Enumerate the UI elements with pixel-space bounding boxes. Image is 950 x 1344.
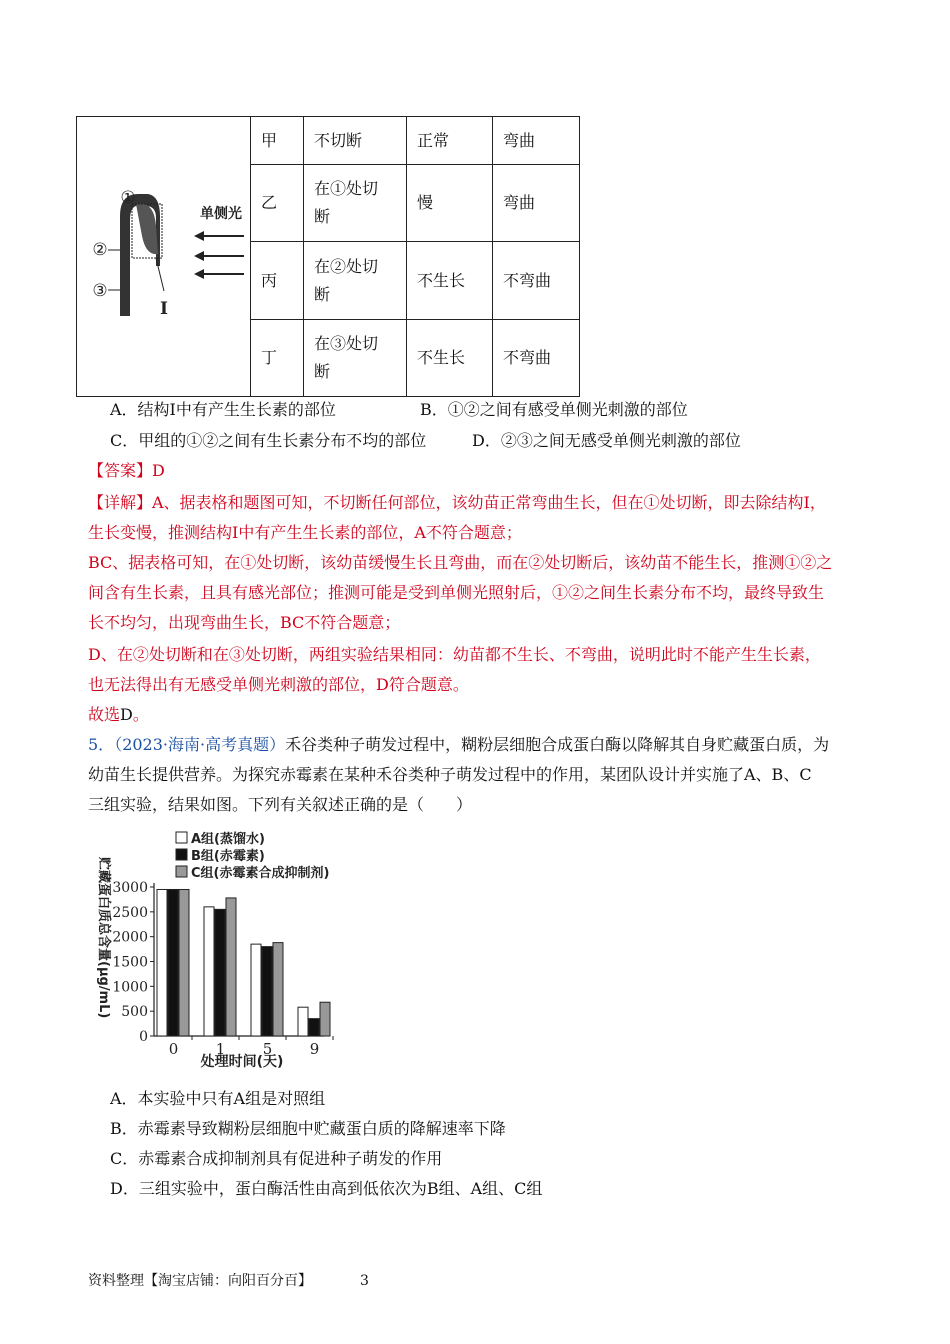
option-a: A．结构Ⅰ中有产生生长素的部位: [110, 400, 336, 419]
x-axis-label: 处理时间(天): [200, 1054, 284, 1068]
y-tick-label: 3000: [112, 880, 148, 896]
y-tick-label: 2000: [112, 929, 148, 946]
legend-label: A组(蒸馏水): [191, 832, 265, 847]
table-cell: 不切断: [304, 117, 407, 165]
table-cell: 弯曲: [493, 165, 580, 242]
explanation-line: 【详解】A、据表格和题图可知，不切断任何部位，该幼苗正常弯曲生长，但在①处切断，即去除结构Ⅰ，: [88, 493, 826, 512]
y-tick-label: 0: [139, 1029, 148, 1045]
x-tick-label: 1: [215, 1040, 226, 1058]
bar: [179, 889, 189, 1036]
bar: [157, 889, 167, 1036]
bar: [215, 909, 225, 1036]
explanation-line: BC、据表格可知，在①处切断，该幼苗缓慢生长且弯曲，而在②处切断后，该幼苗不能生长，推测①②之: [88, 553, 833, 572]
q5-stem: 三组实验，结果如图。下列有关叙述正确的是（ ）: [88, 795, 473, 814]
x-tick-label: 0: [168, 1040, 179, 1058]
bar: [309, 1019, 319, 1036]
table-cell: 不弯曲: [493, 242, 580, 320]
bar: [168, 889, 178, 1036]
answer: 【答案】D: [88, 461, 165, 480]
q5-option-c: C．赤霉素合成抑制剂具有促进种子萌发的作用: [110, 1149, 443, 1168]
explanation-line: D、在②处切断和在③处切断，两组实验结果相同：幼苗都不生长、不弯曲，说明此时不能产生生长素，: [88, 645, 821, 664]
table-cell: 在③处切 断: [304, 320, 407, 397]
explanation-line: 间含有生长素，且具有感光部位；推测可能是受到单侧光照射后，①②之间生长素分布不均，最终导致生: [88, 583, 825, 602]
protein-content-chart: [86, 824, 356, 1068]
bar: [298, 1007, 308, 1036]
bar: [262, 947, 272, 1036]
option-c: C．甲组的①②之间有生长素分布不均的部位: [110, 431, 427, 450]
q5-option-b: B．赤霉素导致糊粉层细胞中贮藏蛋白质的降解速率下降: [110, 1119, 506, 1138]
explanation-line: 长不均匀，出现弯曲生长，BC不符合题意；: [88, 613, 401, 632]
table-cell: 丙: [251, 242, 304, 320]
bar: [251, 944, 261, 1036]
legend-swatch: [176, 866, 187, 877]
y-tick-label: 500: [121, 1004, 148, 1021]
option-b: B．①②之间有感受单侧光刺激的部位: [420, 400, 688, 419]
explanation-line: 也无法得出有无感受单侧光刺激的部位，D符合题意。: [88, 675, 469, 694]
x-tick-label: 5: [262, 1040, 273, 1058]
y-axis-label: 贮藏蛋白质总含量(μg/mL): [96, 857, 111, 1019]
seedling-diagram: [76, 116, 260, 396]
light-label: 单侧光: [200, 206, 242, 222]
q5-stem: 幼苗生长提供营养。为探究赤霉素在某种禾谷类种子萌发过程中的作用，某团队设计并实施了A、B、C: [88, 765, 812, 784]
q5-option-d: D．三组实验中，蛋白酶活性由高到低依次为B组、A组、C组: [110, 1179, 543, 1198]
marker-1: ①: [120, 188, 136, 208]
legend-swatch: [176, 832, 187, 843]
table-cell: 弯曲: [493, 117, 580, 165]
q5-option-a: A．本实验中只有A组是对照组: [110, 1089, 326, 1108]
explanation-line: 生长变慢，推测结构Ⅰ中有产生生长素的部位，A不符合题意；: [88, 523, 522, 542]
legend-label: B组(赤霉素): [191, 849, 265, 864]
table-cell: 在②处切 断: [304, 242, 407, 320]
table-cell: 不生长: [407, 320, 493, 397]
marker-3: ③: [92, 281, 108, 301]
legend-label: C组(赤霉素合成抑制剂): [191, 866, 330, 881]
bar: [226, 898, 236, 1036]
legend-swatch: [176, 849, 187, 860]
light-arrows-icon: [194, 231, 244, 279]
y-tick-label: 1000: [112, 979, 148, 996]
option-d: D．②③之间无感受单侧光刺激的部位: [472, 431, 741, 450]
table-cell: 慢: [407, 165, 493, 242]
x-tick-label: 9: [309, 1040, 320, 1058]
y-tick-label: 2500: [112, 904, 148, 921]
table-cell: 不弯曲: [493, 320, 580, 397]
table-cell: 不生长: [407, 242, 493, 320]
table-cell: 甲: [251, 117, 304, 165]
table-cell: 在①处切 断: [304, 165, 407, 242]
table-cell: 正常: [407, 117, 493, 165]
table-cell: 乙: [251, 165, 304, 242]
structure-label: I: [160, 299, 168, 319]
q5-stem: 5．（2023·海南·高考真题）禾谷类种子萌发过程中，糊粉层细胞合成蛋白酶以降解其自身贮藏蛋白质，为: [88, 735, 830, 754]
bar: [273, 943, 283, 1036]
bar: [204, 907, 214, 1036]
y-tick-label: 1500: [112, 954, 148, 971]
choose-line: 故选D。: [88, 705, 149, 724]
table-cell: 丁: [251, 320, 304, 397]
page-number: 3: [360, 1273, 369, 1289]
bar: [320, 1002, 330, 1036]
marker-2: ②: [92, 240, 108, 260]
footer-source: 资料整理【淘宝店铺：向阳百分百】: [88, 1273, 312, 1289]
